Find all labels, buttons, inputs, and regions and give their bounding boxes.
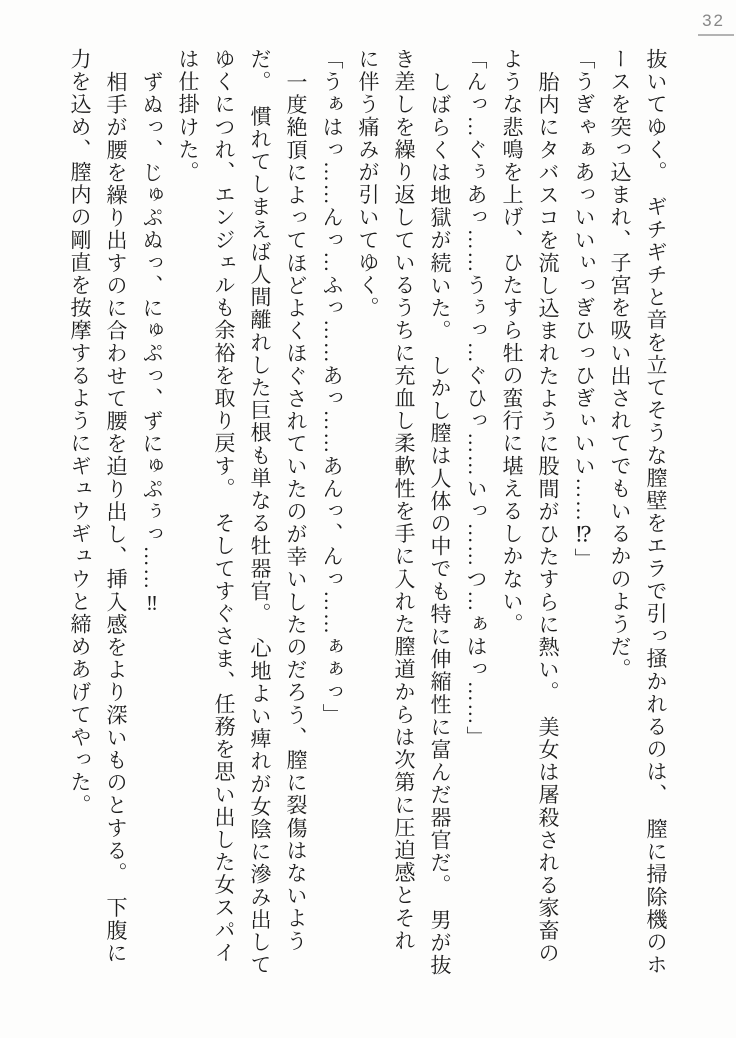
text-column: ースを突っ込まれ、子宮を吸い出されてでもいるかのようだ。 bbox=[608, 48, 632, 681]
text-column: だ。 慣れてしまえば人間離れした巨根も単なる牡器官。 心地よい痺れが女陰に滲み出して bbox=[248, 48, 272, 977]
text-column: 「うぁはっ……んっ…ふっ……あっ……あんっ、んっ……ぁぁっ」 bbox=[320, 48, 344, 726]
text-column: ずぬっ、じゅぷぬっ、にゅぷっ、ずにゅぷぅっ……‼ bbox=[140, 71, 164, 617]
text-column: 胎内にタバスコを流し込まれたように股間がひたすらに熱い。 美女は屠殺される家畜の bbox=[536, 71, 560, 965]
text-column: 「んっ…ぐぅあっ……うぅっ…ぐひっ……いっ……つ…ぁはっ……」 bbox=[464, 48, 488, 749]
text-column: ような悲鳴を上げ、ひたすら牡の蛮行に堪えるしかない。 bbox=[500, 48, 524, 636]
text-column: しばらくは地獄が続いた。 しかし膣は人体の中でも特に伸縮性に富んだ器官だ。 男が抜 bbox=[428, 71, 452, 977]
text-column: は仕掛けた。 bbox=[176, 48, 200, 184]
text-column: き差しを繰り返しているうちに充血し柔軟性を手に入れた膣道からは次第に圧迫感とそれ bbox=[392, 48, 416, 952]
text-column: ゆくにつれ、エンジェルも余裕を取り戻す。 そしてすぐさま、任務を思い出した女スパイ bbox=[212, 48, 236, 965]
text-column: 抜いてゆく。 ギチギチと音を立てそうな膣壁をエラで引っ掻かれるのは、 膣に掃除機のホ bbox=[644, 48, 668, 977]
text-column: に伴う痛みが引いてゆく。 bbox=[356, 48, 380, 320]
vertical-text-block bbox=[62, 48, 674, 1008]
text-column: 力を込め、膣内の剛直を按摩するようにギュウギュウと締めあげてやった。 bbox=[68, 48, 92, 817]
page-number: 32 bbox=[702, 11, 725, 30]
text-column: 一度絶頂によってほどよくほぐされていたのが幸いしたのだろう、膣に裂傷はないよう bbox=[284, 71, 308, 953]
page-number-underline bbox=[698, 34, 734, 36]
text-column: 相手が腰を繰り出すのに合わせて腰を迫り出し、挿入感をより深いものとする。 下腹に bbox=[104, 71, 128, 965]
text-column: 「うぎゃぁあっいいぃっぎひっひぎぃいい……⁉」 bbox=[572, 48, 596, 571]
